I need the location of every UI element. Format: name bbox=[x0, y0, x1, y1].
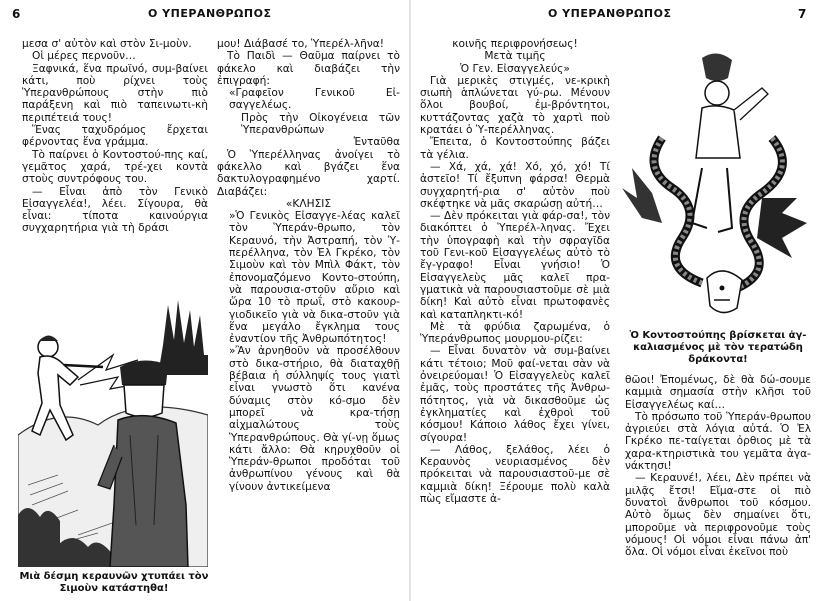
paragraph: Ξαφνικά, ἕνα πρωϊνό, συμ-βαίνει κάτι, ποὺ ρίχνει τοὺς Ὑπερανθρώπους στὴν πιὸ παράξενη καὶ πιὸ ταπεινωτι-κὴ περιπέτειά τους! bbox=[22, 62, 208, 124]
text-column-4 bbox=[625, 374, 811, 598]
paragraph: μου! Διάβασέ το, Ὑπερέλ-λῆνα! bbox=[217, 38, 385, 50]
illustration-lightning-scene bbox=[18, 285, 208, 567]
text-column-1 bbox=[22, 38, 208, 296]
paragraph: Γιὰ μερικὲς στιγμές, νε-κρικὴ σιωπὴ ἁπλώνεται γύ-ρω. Μένουν ὅλοι βουβοί, ἐμ-βρόντητοι, κυττάζοντας χαζὰ τὸ χαρτὶ ποὺ κρατάει ὁ Ὑ-περέλληνας. bbox=[420, 74, 610, 137]
paragraph: «ΚΛΗΣΙΣ bbox=[285, 197, 332, 210]
paragraph: «Γραφεῖον Γενικοῦ Εἰ-σαγγελέως. bbox=[229, 87, 400, 112]
page-number-left: 6 bbox=[12, 7, 21, 21]
caption-right: Ὁ Κοντοστούπης βρίσκεται ἀγ-καλιασμένος μὲ τὸν τερατώδη δράκοντα! bbox=[629, 330, 807, 365]
caption-left: Μιὰ δέσμη κεραυνῶν χτυπάει τὸν Σιμοὺν κατάστηθα! bbox=[19, 571, 209, 594]
paragraph: »Ὁ Γενικὸς Εἰσαγγε-λέας καλεῖ τὸν Ὑπεράν-θρωπο, τὸν Κεραυνό, τὴν Ἀστραπή, τὸν Ὑ-περέλληνα, τὸν Ἐλ Γκρέκο, τὸν Σιμοὺν καὶ τὸν Μπὶλ Φάκτ, τὸν ἐπονομαζόμενο Κοντο-στούπη, νὰ παρουσια-στοῦν αὔριο καὶ ὥρα 10 τὸ πρωΐ, στὸ κακουρ-γιοδικεῖο γιὰ νὰ δικα-στοῦν γιὰ ἕνα μεγάλο ἔγκλημα τους ἐναντίον τῆς Ἀνθρωπότητος! bbox=[229, 210, 400, 346]
paragraph: — Δὲν πρόκειται γιὰ φάρ-σα!, τὸν διακόπτει ὁ Ὑπερέλ-ληνας. Ἔχει τὴν ὑπογραφὴ καὶ τὴν σφραγῖδα τοῦ Γενι-κοῦ Εἰσαγγελέως αὐτὸ τὸ ἔγ-γραφο! Εἶναι γνήσιο! Ὁ Εἰσαγγελεὺς μᾶς καλεῖ πρα-γματικὰ νὰ παρουσιαστοῦμε σὲ μιὰ δίκη! Καὶ αὐτὸ εἶναι πρωτοφανὲς καὶ καταπληκτι-κό! bbox=[420, 210, 610, 321]
paragraph: μεσα σ' αὐτὸν καὶ στὸν Σι-μοὺν. bbox=[22, 38, 192, 50]
paragraph: — Χά, χά, χά! Χό, χό, χό! Τί ἀστεῖο! Τί ἔξυπνη φάρσα! Θερμὰ συγχαρητή-ρια σ' αὐτὸν ποὺ σκέφτηκε νὰ μᾶς σκαρώσῃ αὐτή… bbox=[420, 160, 610, 210]
paragraph: Τὸ παίρνει ὁ Κοντοστού-πης καί, γεμᾶτος χαρά, τρέ-χει κοντὰ στοὺς συντρόφους του. bbox=[22, 148, 208, 186]
paragraph: Πρὸς τὴν Οἰκογένεια τῶν Ὑπερανθρώπων bbox=[241, 111, 400, 137]
paragraph: Ἕνας ταχυδρόμος ἔρχεται φέρνοντας ἕνα γράμμα. bbox=[22, 124, 208, 149]
paragraph: — Λάθος, ξελάθος, λέει ὁ Κεραυνὸς νευριασμένος δὲν πρόκειται νὰ παρουσιαστοῦ-με σὲ καμμιὰ δίκη! Ξέρουμε πολὺ καλὰ πὼς εἴμαστε ἀ- bbox=[420, 443, 610, 505]
illustration-dragon-scene bbox=[622, 48, 812, 323]
paragraph: Τὸ Παιδὶ — Θαῦμα παίρνει τὸ φάκελο καὶ διαβάζει τὴν ἐπιγραφή: bbox=[217, 50, 400, 87]
paragraph: Τὸ πρόσωπο τοῦ Ὑπεράν-θρωπου ἀγριεύει στὰ λόγια αὐτά. Ὁ Ἐλ Γκρέκο πε-ταίγεται ὀρθιος μὲ τὰ χαρα-κτηριστικὰ του γεμᾶτα ἀγα-νάκτησι! bbox=[625, 410, 811, 473]
paragraph: Ὁ Ὑπερέλληνας ἀνοίγει τὸ φάκελλο καὶ βγάζει ἕνα δακτυλογραφημένο χαρτί. Διαβάζει: bbox=[217, 148, 400, 198]
page-number-right: 7 bbox=[798, 7, 807, 21]
paragraph: »Ἂν ἀρνηθοῦν νὰ προσέλθουν στὸ δικα-στήριο, θὰ διαταχθῇ βέβαια ἡ σύλληψίς τους γιατὶ εἶναι γνωστὸ ὅτι κανένα δύναμις στὸν κό-σμο δὲν μπορεῖ νὰ κρα-τήσῃ αἰχμαλώτους τοὺς Ὑπερανθρώπους. Θὰ γί-νῃ ὅμως κάτι ἄλλο: Θὰ κηρυχθοῦν οἱ Ὑπεράν-θρωποι προδόται τοῦ ἀνθρωπίνου γένους καὶ θὰ γίνουν ἀντικείμενα bbox=[229, 345, 400, 493]
paragraph: — Κεραυνέ!, λέει, Δὲν πρέπει νὰ μιλᾷς ἔτσι! Εἴμα-στε οἱ πιὸ δυνατοὶ ἄνθρωποι τοῦ κόσμου. Αὐτὸ ὅμως δὲν σημαίνει ὅτι, μποροῦμε νὰ περιφρονοῦμε τοὺς νόμους! Οἱ νόμοι εἶναι πάνω ἀπ' ὅλα. Οἱ νόμοι εἶναι ἐκεῖνοι ποὺ bbox=[625, 472, 811, 559]
paragraph: Μὲ τὰ φρύδια ζαρωμένα, ὁ Ὑπεράνθρωπος μουρμου-ρίζει: bbox=[420, 320, 610, 346]
paragraph: Ὁ Γεν. Εἰσαγγελεύς» bbox=[460, 62, 570, 75]
paragraph: Οἱ μέρες περνοῦν… bbox=[32, 50, 136, 63]
text-column-3 bbox=[420, 38, 610, 598]
paragraph: — Εἶναι δυνατὸν νὰ συμ-βαίνει κάτι τέτοιο; Μοῦ φαί-νεται σὰν νὰ ὀνειρεύομαι! Ὁ Εἰσαγγελεὺς καλεῖ ἐμᾶς, τοὺς προστάτες τῆς Ἀνθρω-πότητος, γιὰ νὰ δικασθοῦμε ὡς ἐγκληματίες καὶ ἐχθροὶ τοῦ κόσμου! Κάποιο λάθος ἔχει γίνει, σίγουρα! bbox=[420, 345, 610, 444]
paragraph: κοινῆς περιφρονήσεως! bbox=[452, 38, 578, 50]
paragraph: Μετὰ τιμῆς bbox=[484, 50, 546, 63]
paragraph: Ἔπειτα, ὁ Κοντοστούπης βάζει τὰ γέλια. bbox=[420, 136, 610, 161]
text-column-2 bbox=[217, 38, 400, 598]
page-header-right: Ο ΥΠΕΡΑΝΘΡΩΠΟΣ bbox=[548, 7, 672, 20]
paragraph: — Εἶναι ἀπὸ τὸν Γενικὸ Εἰσαγγελέα!, λέει. Σίγουρα, θὰ εἶναι: τίποτα καινούργια συγχαρητήρια γιὰ τὴ δράσι bbox=[22, 185, 208, 235]
paragraph: Ἐνταῦθα bbox=[353, 136, 400, 149]
book-gutter bbox=[409, 0, 411, 601]
paragraph: θῶοι! Ἐπομένως, δὲ θὰ δώ-σουμε καμμιὰ σημασία στὴν κλῆσι τοῦ Εἰσαγγελέως καί… bbox=[625, 374, 811, 411]
page-header-left: Ο ΥΠΕΡΑΝΘΡΩΠΟΣ bbox=[148, 7, 272, 20]
